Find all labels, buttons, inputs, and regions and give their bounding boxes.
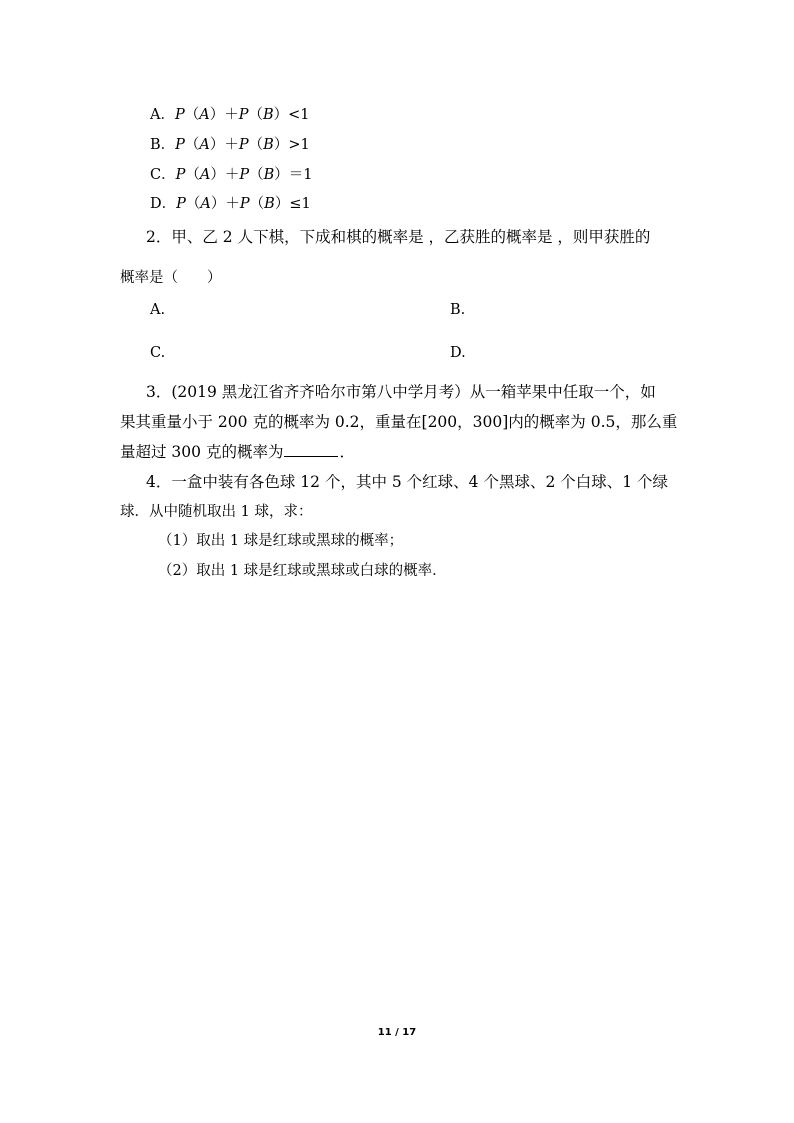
q1-option-b: B．P（A）＋P（B）>1: [150, 137, 310, 153]
q2-stem-line2: 概率是（ ）: [120, 270, 222, 286]
answer-blank: [284, 442, 338, 457]
q2-stem-line1: 2．甲、乙 2 人下棋，下成和棋的概率是 ，乙获胜的概率是 ，则甲获胜的: [146, 228, 651, 246]
q3-line3-end: ．: [339, 443, 355, 461]
q3-stem-line1: 3．(2019 黑龙江省齐齐哈尔市第八中学月考）从一箱苹果中任取一个，如: [146, 383, 656, 401]
q1-option-d: D．P（A）＋P（B）≤1: [150, 196, 311, 212]
page-number: 11 / 17: [377, 1027, 417, 1038]
q2-option-c: C.: [150, 345, 166, 361]
q2-option-d: D.: [450, 345, 466, 361]
q4-stem-line1: 4．一盒中装有各色球 12 个，其中 5 个红球、4 个黑球、2 个白球、1 个绿: [146, 473, 669, 491]
q4-stem-line2: 球．从中随机取出 1 球，求：: [120, 504, 313, 520]
q2-option-a: A.: [150, 302, 166, 318]
q2-option-b: B.: [450, 302, 466, 318]
q1-option-c: C．P（A）＋P（B）＝1: [150, 167, 313, 183]
q3-stem-line2: 果其重量小于 200 克的概率为 0.2，重量在[200，300]内的概率为 0.5，那么重: [120, 413, 678, 431]
q3-stem-line3: [120, 442, 355, 462]
q3-line3-text: 量超过 300 克的概率为: [120, 443, 284, 461]
q1-option-a: A．P（A）＋P（B）<1: [150, 107, 310, 123]
q4-subquestion-1: （1）取出 1 球是红球或黑球的概率；: [158, 533, 404, 549]
q4-subquestion-2: （2）取出 1 球是红球或黑球或白球的概率．: [158, 563, 447, 579]
